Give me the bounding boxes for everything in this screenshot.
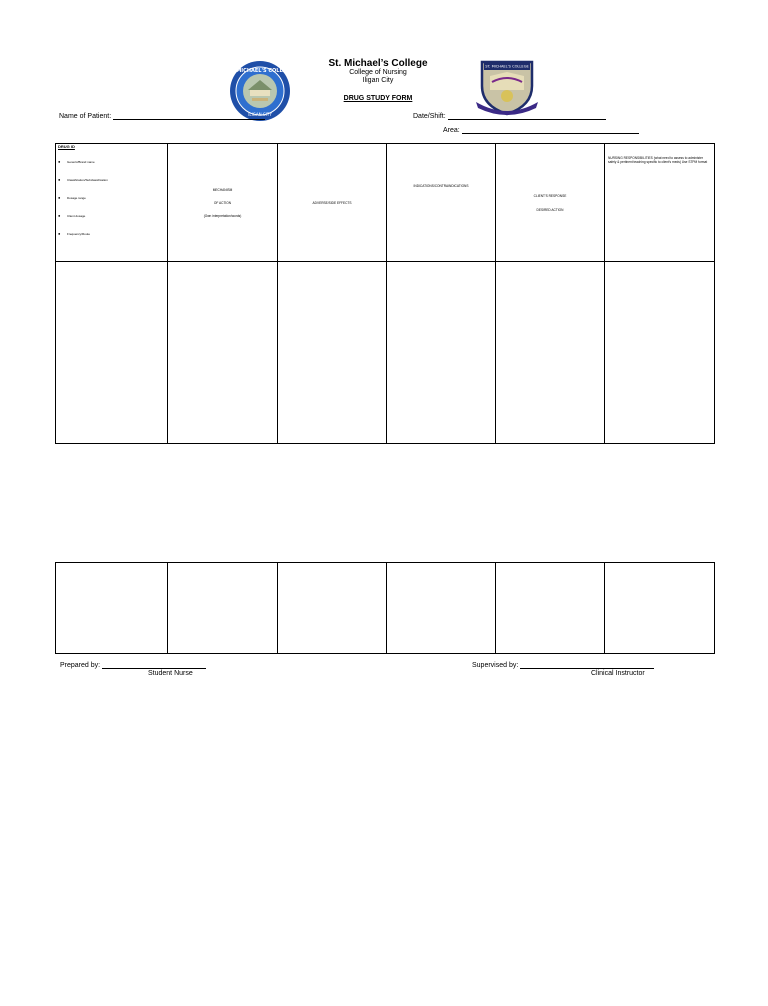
patient-name-field[interactable]: [59, 112, 265, 120]
mechanism-label-2: OF ACTION: [213, 200, 232, 205]
supervised-by-line[interactable]: [520, 661, 654, 669]
list-item: ● Generic/Brand name: [58, 160, 165, 164]
area-label: Area:: [443, 127, 460, 134]
list-item: ● Frequency/Route: [58, 232, 165, 236]
list-item: ● Client dosage: [58, 214, 165, 218]
entry-cell[interactable]: [168, 563, 278, 654]
adverse-effects-header: [278, 144, 387, 262]
mechanism-header: [168, 144, 278, 262]
indications-header: [387, 144, 496, 262]
prepared-by-label: Prepared by:: [60, 662, 101, 669]
drug-id-label: DRUG ID: [58, 144, 75, 149]
city-name: Iligan City: [362, 77, 394, 84]
date-shift-field[interactable]: [413, 112, 606, 120]
drug-id-list: [56, 158, 167, 236]
client-response-label: CLIENT'S RESPONSE: [533, 193, 567, 198]
entry-cell[interactable]: [605, 262, 715, 444]
form-title: DRUG STUDY FORM: [343, 95, 413, 102]
supervised-by-label: Supervised by:: [472, 662, 519, 669]
supervised-by-field[interactable]: [472, 661, 654, 669]
table-row: [56, 563, 715, 654]
entry-cell[interactable]: [56, 262, 168, 444]
entry-cell[interactable]: [496, 563, 605, 654]
continuation-table: [55, 562, 715, 654]
list-item: ● Dosage range: [58, 196, 165, 200]
entry-cell[interactable]: [605, 563, 715, 654]
prepared-by-field[interactable]: [60, 661, 206, 669]
drug-study-table: [55, 143, 715, 444]
list-item: ● Classification/Subclassification: [58, 178, 165, 182]
entry-cell[interactable]: [387, 262, 496, 444]
clinical-instructor-label: Clinical Instructor: [591, 670, 645, 677]
date-shift-label: Date/Shift:: [413, 113, 446, 120]
entry-cell[interactable]: [387, 563, 496, 654]
desired-action-label: DESIRED ACTION: [536, 207, 564, 212]
adverse-effects-label: ADVERSE/SIDE EFFECTS: [312, 200, 352, 205]
student-nurse-label: Student Nurse: [148, 670, 193, 677]
college-crest-logo: [474, 56, 540, 118]
prepared-by-line[interactable]: [102, 661, 206, 669]
area-field[interactable]: [443, 126, 639, 134]
mechanism-label-1: MECHANISM: [212, 187, 233, 192]
svg-text:ST. MICHAEL'S COLLEGE: ST. MICHAEL'S COLLEGE: [228, 68, 292, 74]
indications-label: INDICATIONS/CONTRAINDICATIONS: [413, 184, 469, 188]
department-name: College of Nursing: [349, 69, 407, 76]
entry-cell[interactable]: [56, 563, 168, 654]
table-header-row: [56, 144, 715, 262]
college-title: St. Michael’s College: [328, 58, 428, 69]
mechanism-label-3: (Own interpretation/words): [203, 213, 242, 218]
area-line[interactable]: [462, 126, 639, 134]
nursing-responsibilities-label: NURSING RESPONSIBILITIES (what need to assess to administer safely & pertinent teaching specific to client's meds) Use STPM format: [608, 156, 708, 164]
entry-cell[interactable]: [496, 262, 605, 444]
svg-text:ST. MICHAEL'S COLLEGE: ST. MICHAEL'S COLLEGE: [485, 64, 529, 69]
date-shift-line[interactable]: [448, 112, 606, 120]
svg-text:ILIGAN CITY: ILIGAN CITY: [248, 112, 272, 117]
nursing-responsibilities-header: [605, 144, 715, 262]
entry-cell[interactable]: [278, 262, 387, 444]
drug-id-cell: [56, 144, 168, 262]
table-row: [56, 262, 715, 444]
patient-name-line[interactable]: [113, 112, 265, 120]
entry-cell[interactable]: [168, 262, 278, 444]
entry-cell[interactable]: [278, 563, 387, 654]
client-response-header: [496, 144, 605, 262]
patient-name-label: Name of Patient:: [59, 113, 112, 120]
